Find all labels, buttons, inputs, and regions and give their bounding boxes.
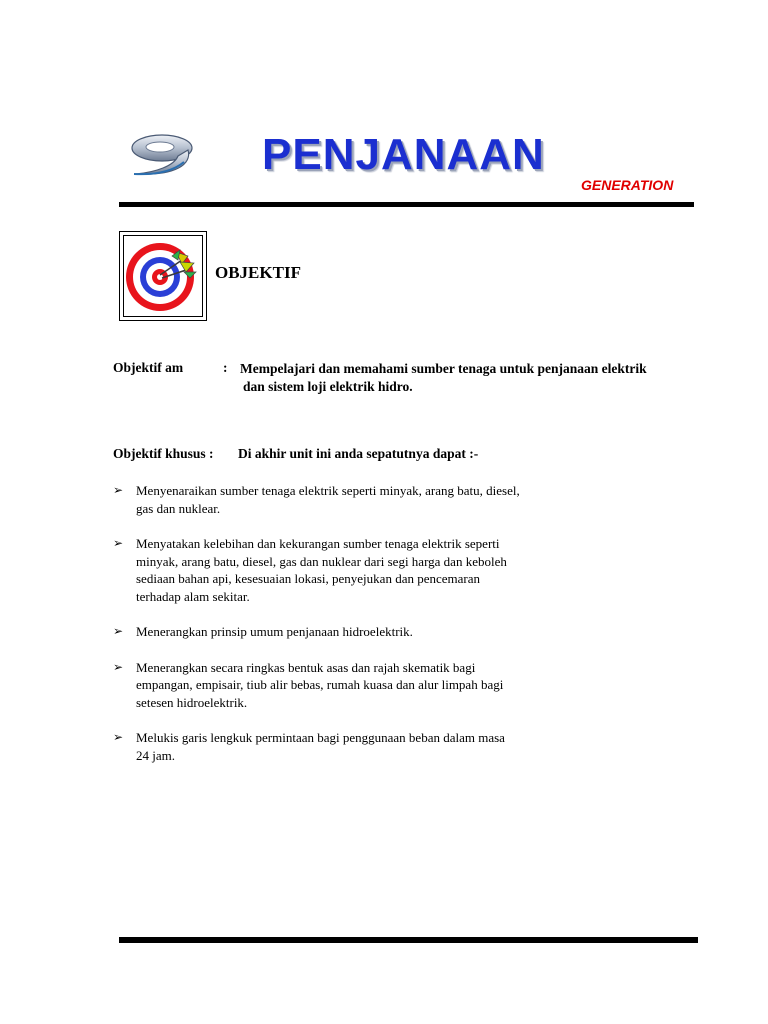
arrowhead-bullet-icon: ➢ bbox=[113, 536, 124, 550]
page-subtitle: GENERATION bbox=[581, 177, 674, 193]
list-item: ➢ Melukis garis lengkuk permintaan bagi penggunaan beban dalam masa 24 jam. bbox=[113, 730, 505, 763]
target-icon bbox=[120, 232, 206, 320]
objective-icon-frame bbox=[119, 231, 207, 321]
arrowhead-bullet-icon: ➢ bbox=[113, 483, 124, 497]
specific-objective-list bbox=[113, 482, 583, 782]
list-item: ➢ Menerangkan secara ringkas bentuk asas dan rajah skematik bagi empangan, empisair, tiub alir bebas, rumah kuasa dan alur limpah bagi setesen hidroelektrik. bbox=[113, 659, 504, 710]
objective-heading: OBJEKTIF bbox=[215, 263, 301, 282]
specific-objective-intro: Di akhir unit ini anda sepatutnya dapat :- bbox=[238, 446, 479, 461]
arrowhead-bullet-icon: ➢ bbox=[113, 659, 124, 674]
general-objective-text bbox=[240, 360, 700, 396]
general-objective-label: Objektif am bbox=[113, 360, 184, 375]
bottom-divider bbox=[119, 937, 698, 943]
general-objective-line-1: Mempelajari dan memahami sumber tenaga untuk penjanaan elektrik bbox=[240, 361, 647, 376]
list-item: ➢ Menyenaraikan sumber tenaga elektrik seperti minyak, arang batu, diesel, gas dan nuklear. bbox=[113, 483, 520, 516]
general-objective-colon: : bbox=[223, 360, 228, 375]
arrowhead-bullet-icon: ➢ bbox=[113, 624, 124, 638]
page-title: PENJANAAN bbox=[262, 130, 545, 179]
general-objective-line-2: dan sistem loji elektrik hidro. bbox=[243, 379, 413, 394]
unit-number-9-graphic bbox=[126, 128, 206, 184]
top-divider bbox=[119, 202, 694, 207]
list-item: ➢ Menerangkan prinsip umum penjanaan hidroelektrik. bbox=[113, 624, 413, 639]
unit-number-logo bbox=[126, 128, 206, 184]
list-item: ➢ Menyatakan kelebihan dan kekurangan sumber tenaga elektrik seperti minyak, arang batu, diesel, gas dan nuklear dari segi harga dan keboleh sediaan bahan api, kesesuaian lokasi, penyejukan dan pencemaran terhadap alam sekitar. bbox=[113, 536, 507, 604]
arrowhead-bullet-icon: ➢ bbox=[113, 730, 124, 744]
specific-objective-label: Objektif khusus : bbox=[113, 446, 214, 461]
